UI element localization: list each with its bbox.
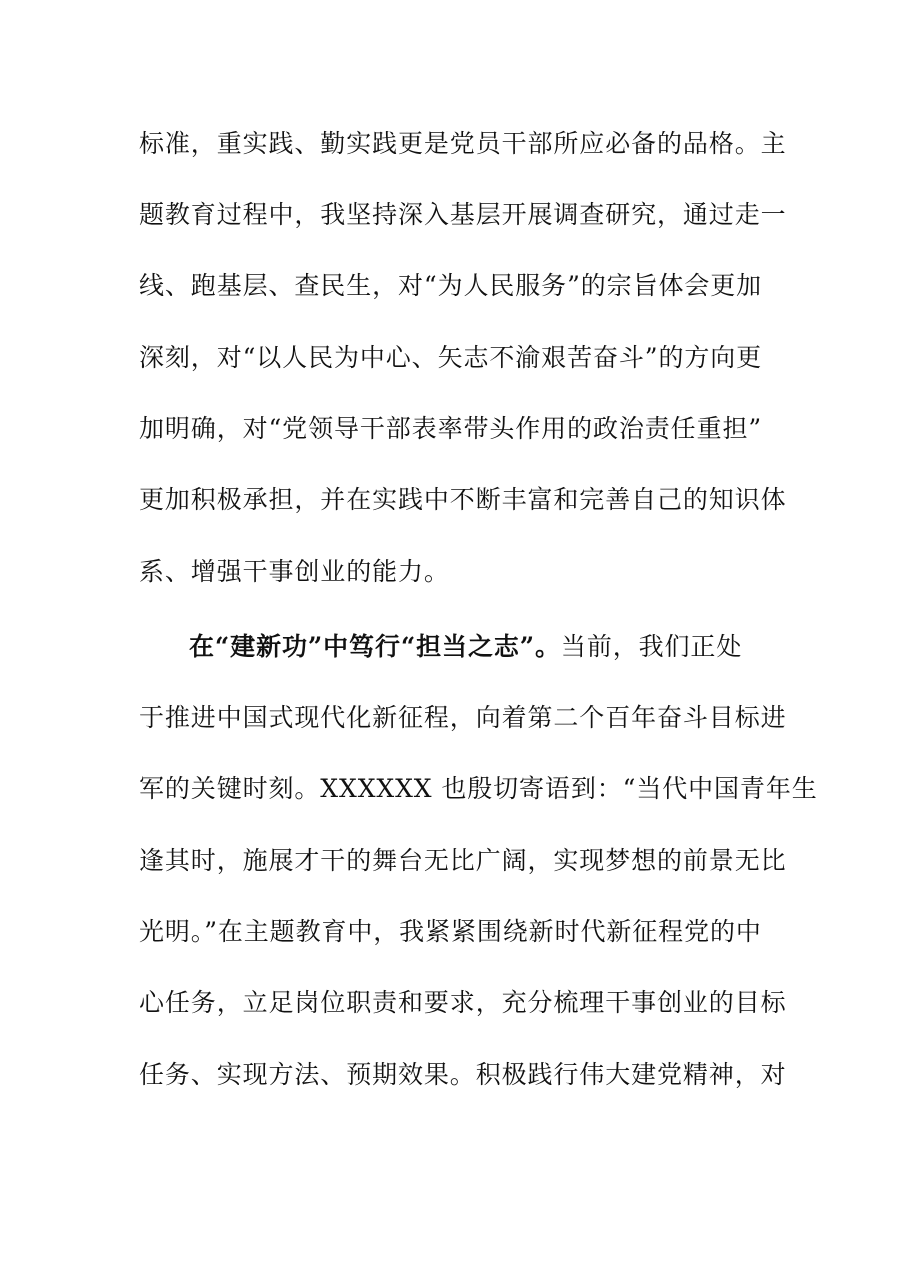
paragraph-1-line-3: 线、跑基层、查民生，对“为人民服务”的宗旨体会更加 — [139, 271, 763, 300]
paragraph-2-line-6: 心任务，立足岗位职责和要求，充分梳理干事创业的目标 — [139, 988, 787, 1017]
paragraph-2-heading: 在“建新功”中笃行“担当之志”。 — [189, 632, 561, 661]
paragraph-1-line-7: 系、增强干事创业的能力。 — [139, 557, 450, 586]
paragraph-2-line-2: 于推进中国式现代化新征程，向着第二个百年奋斗目标进 — [139, 703, 787, 732]
paragraph-2-line-7: 任务、实现方法、预期效果。积极践行伟大建党精神，对 — [139, 1060, 787, 1089]
paragraph-1-line-1: 标准，重实践、勤实践更是党员干部所应必备的品格。主 — [139, 129, 787, 158]
paragraph-1-line-2: 题教育过程中，我坚持深入基层开展调查研究，通过走一 — [139, 200, 787, 229]
paragraph-1-line-6: 更加积极承担，并在实践中不断丰富和完善自己的知识体 — [139, 485, 787, 514]
paragraph-2-line-3: 军的关键时刻。XXXXXX 也殷切寄语到：“当代中国青年生 — [139, 774, 818, 803]
paragraph-2-first-line — [189, 627, 829, 667]
paragraph-2-line-5: 光明。”在主题教育中，我紧紧围绕新时代新征程党的中 — [139, 917, 762, 946]
paragraph-1-line-4: 深刻，对“以人民为中心、矢志不渝艰苦奋斗”的方向更 — [139, 343, 763, 372]
paragraph-2-first-line-text: 当前，我们正处 — [560, 632, 743, 661]
paragraph-1-line-5: 加明确，对“党领导干部表率带头作用的政治责任重担” — [139, 414, 763, 443]
paragraph-2-line-4: 逢其时，施展才干的舞台无比广阔，实现梦想的前景无比 — [139, 846, 787, 875]
